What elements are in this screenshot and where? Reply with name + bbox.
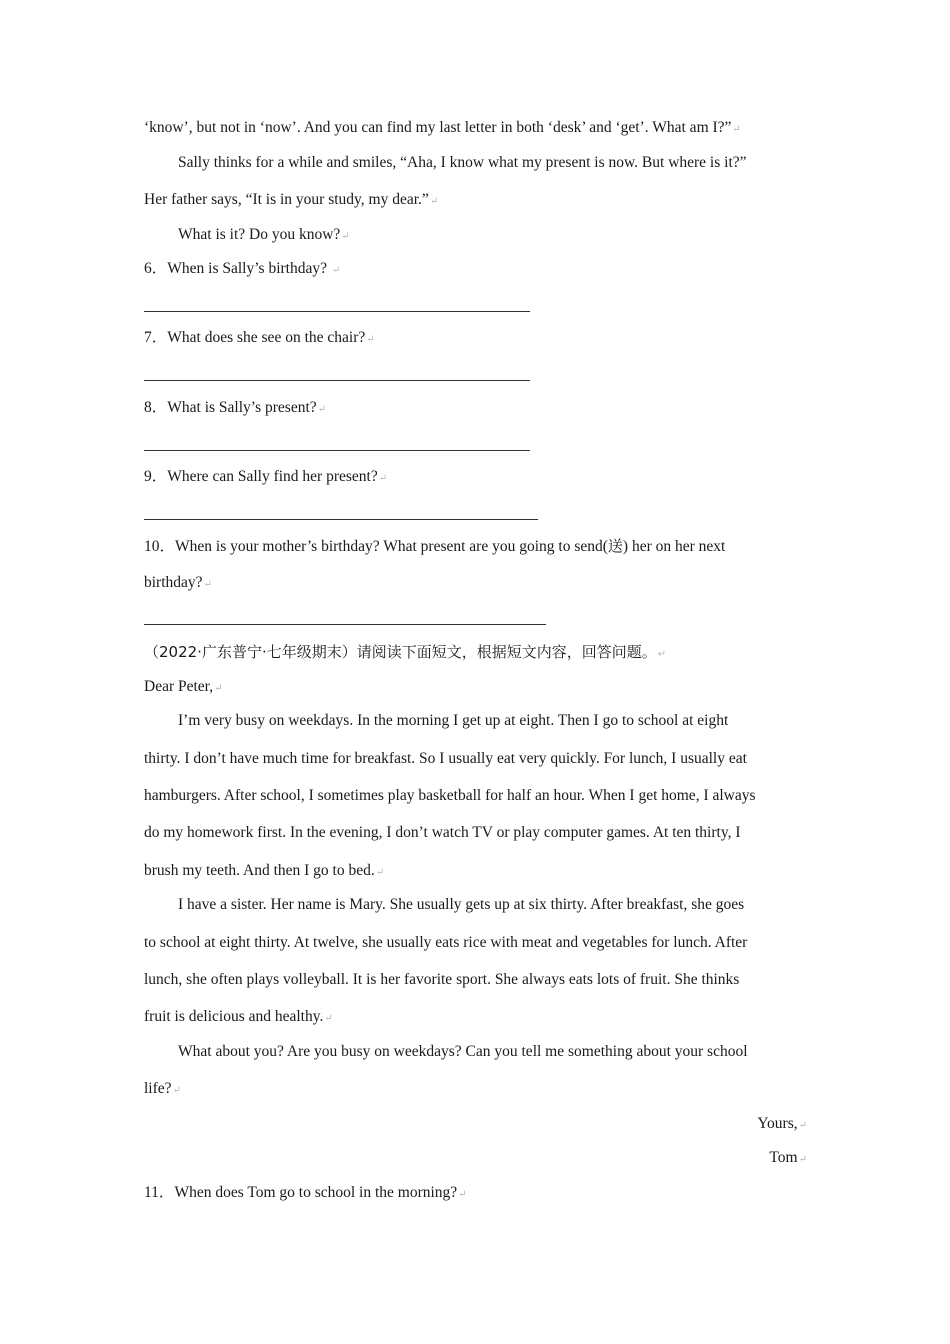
letter-closing: Yours,↵ (757, 1115, 807, 1132)
answer-line-6[interactable] (144, 311, 530, 312)
answer-line-10[interactable] (144, 624, 546, 625)
story-line: Her father says, “It is in your study, my dear.”↵ (144, 191, 439, 208)
question-9: 9．Where can Sally find her present?↵ (144, 468, 388, 485)
question-11: 11．When does Tom go to school in the morning?↵ (144, 1184, 467, 1201)
letter-line: hamburgers. After school, I sometimes play basketball for half an hour. When I get home, I always (144, 787, 756, 804)
letter-line: lunch, she often plays volleyball. It is her favorite sport. She always eats lots of fruit. She thinks (144, 971, 740, 988)
answer-line-9[interactable] (144, 519, 538, 520)
story-line: Sally thinks for a while and smiles, “Aha, I know what my present is now. But where is it?” (178, 154, 747, 171)
story-line: What is it? Do you know?↵ (178, 226, 350, 243)
question-10-line2: birthday?↵ (144, 574, 212, 591)
answer-line-7[interactable] (144, 380, 530, 381)
letter-line: What about you? Are you busy on weekdays? Can you tell me something about your school (178, 1043, 748, 1060)
letter-line: do my homework first. In the evening, I don’t watch TV or play computer games. At ten thirty, I (144, 824, 741, 841)
letter-line: fruit is delicious and healthy.↵ (144, 1008, 333, 1025)
letter-line: I’m very busy on weekdays. In the morning I get up at eight. Then I go to school at eight (178, 712, 729, 729)
answer-line-8[interactable] (144, 450, 530, 451)
question-8: 8．What is Sally’s present?↵ (144, 399, 327, 416)
question-7: 7．What does she see on the chair?↵ (144, 329, 375, 346)
question-6: 6．When is Sally’s birthday? ↵ (144, 260, 341, 277)
letter-greeting: Dear Peter,↵ (144, 678, 223, 695)
story-line: ‘know’, but not in ‘now’. And you can find my last letter in both ‘desk’ and ‘get’. What am I?”↵ (144, 119, 741, 136)
question-10: 10．When is your mother’s birthday? What present are you going to send(送) her on her next (144, 537, 726, 555)
letter-line: brush my teeth. And then I go to bed.↵ (144, 862, 385, 879)
section-source: （2022·广东普宁·七年级期末）请阅读下面短文，根据短文内容，回答问题。↵ (144, 643, 667, 661)
letter-line: to school at eight thirty. At twelve, she usually eats rice with meat and vegetables for lunch. After (144, 934, 748, 951)
letter-line: thirty. I don’t have much time for breakfast. So I usually eat very quickly. For lunch, I usually eat (144, 750, 747, 767)
letter-line: life?↵ (144, 1080, 181, 1097)
letter-line: I have a sister. Her name is Mary. She usually gets up at six thirty. After breakfast, she goes (178, 896, 745, 913)
letter-signature: Tom↵ (769, 1149, 807, 1166)
